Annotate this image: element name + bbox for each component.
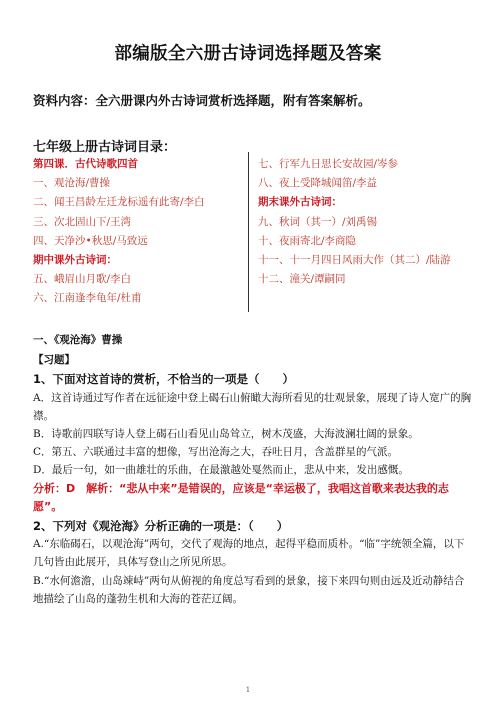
toc-entry: 十、夜雨寄北/李商隐 [258, 234, 357, 247]
option-a: A.“东临碣石，以观沧海”两句，交代了观海的地点，起得平稳而质朴。“临”字统领全篇，以下几句皆由此展开，具体写登山之所见所思。 [33, 538, 465, 569]
toc-entry: 期末课外古诗词： [258, 196, 342, 209]
option-d: D．最后一句，如一曲雄壮的乐曲，在最激越处戛然而止，悲从中来，发出感慨。 [33, 464, 409, 477]
document-title: 部编版全六册古诗词选择题及答案 [114, 44, 382, 64]
toc-heading: 七年级上册古诗词目录： [33, 140, 177, 155]
section-title: 一、《观沧海》曹操 [33, 334, 123, 346]
question-2: 2、下列对《观沧海》分析正确的一项是：（ ） [33, 519, 289, 534]
toc-entry: 九、秋词（其一）/刘禹锡 [258, 215, 378, 228]
toc-entry: 期中课外古诗词： [33, 253, 117, 266]
page-number: 1 [245, 686, 251, 694]
option-b: B．诗歌前四联写诗人登上碣石山看见山岛耸立，树木茂盛，大海波澜壮阔的景象。 [33, 428, 419, 441]
toc-entry: 二、闻王昌龄左迁龙标遥有此寄/李白 [33, 196, 205, 209]
option-a: A．这首诗通过写作者在远征途中登上碣石山俯瞰大海所看见的壮观景象，展现了诗人宽广的胸襟。 [33, 391, 472, 422]
intro-text: 资料内容：全六册课内外古诗词赏析选择题，附有答案解析。 [33, 93, 371, 108]
toc-left-column [33, 155, 243, 309]
toc-entry: 三、次北固山下/王湾 [33, 215, 132, 228]
toc-entry: 第四课．古代诗歌四首 [33, 158, 138, 170]
toc-right-column [258, 155, 490, 289]
exercise-label: 【习题】 [33, 354, 75, 367]
toc-entry: 十一、十一月四日风雨大作（其二）/陆游 [258, 253, 451, 266]
toc-divider [248, 152, 249, 312]
option-b: B.“水何澹澹，山岛竦峙”两句从俯视的角度总写看到的景象，接下来四句则由远及近动静结合地描绘了山岛的蓬勃生机和大海的苍茫辽阔。 [33, 574, 465, 605]
toc-entry: 六、江南逢李龟年/杜甫 [33, 292, 142, 305]
toc-entry: 五、峨眉山月歌/李白 [33, 273, 132, 286]
option-c: C．第五、六联通过丰富的想像，写出沧海之大，吞吐日月，含盖群星的气派。 [33, 446, 399, 459]
toc-entry: 七、行军九日思长安故园/岑参 [258, 158, 399, 170]
section-content [33, 331, 473, 608]
toc-entry: 四、天净沙•秋思/马致远 [33, 234, 148, 247]
toc-entry: 八、夜上受降城闻笛/李益 [258, 177, 378, 190]
answer-analysis: 分析：D 解析：“悲从中来”是错误的，应该是“幸运极了，我唱这首歌来表达我的志愿”。 [33, 481, 449, 513]
toc-entry: 十二、潼关/谭嗣同 [258, 273, 346, 286]
toc-entry: 一、观沧海/曹操 [33, 177, 111, 190]
question-1: 1、下面对这首诗的赏析，不恰当的一项是（ ） [33, 372, 294, 387]
